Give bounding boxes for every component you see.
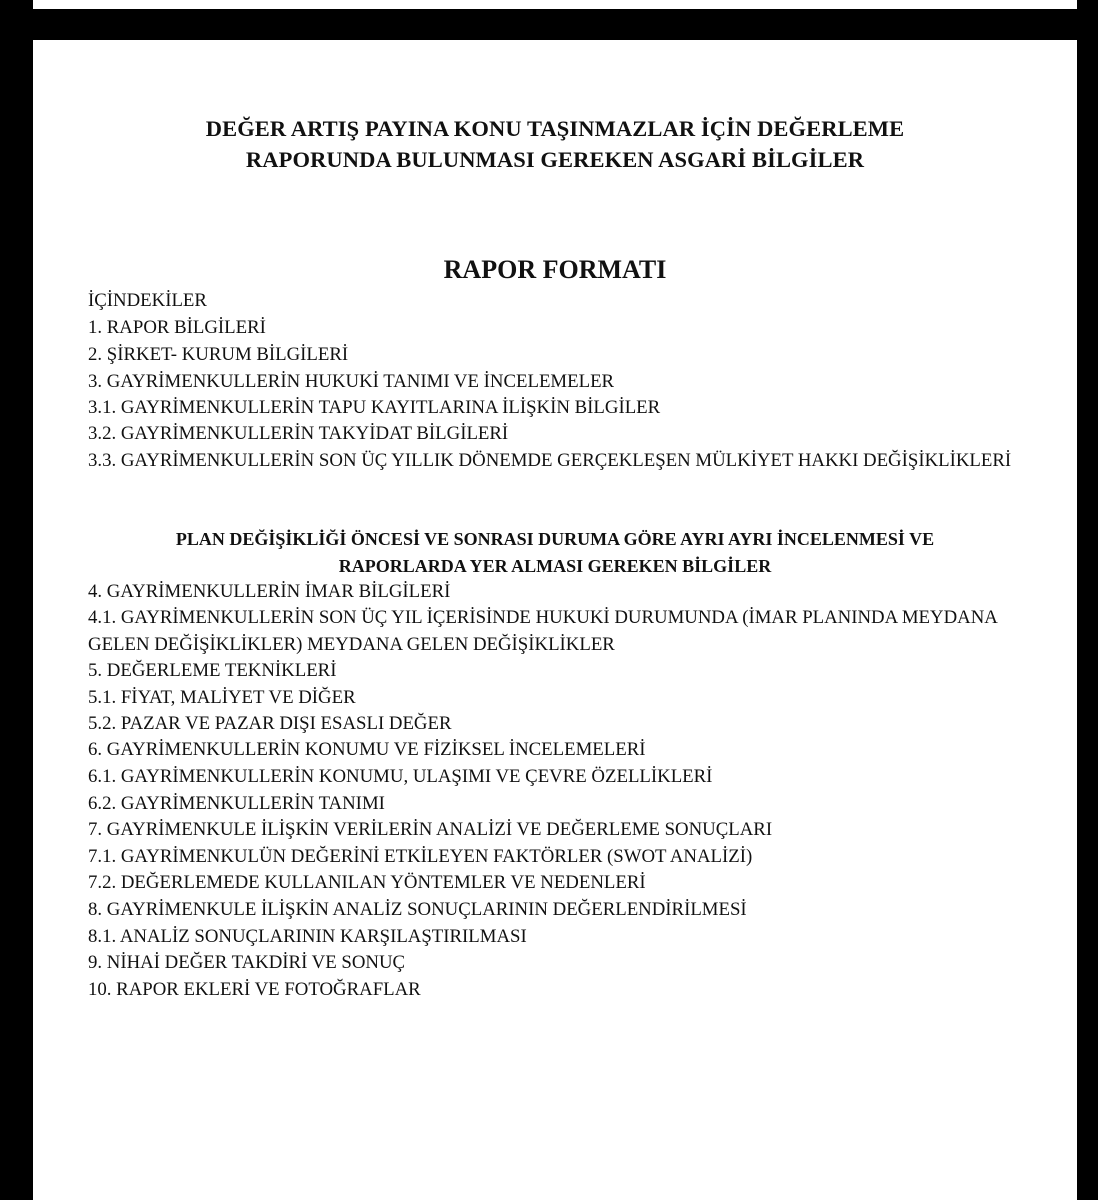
toc-item: 3. GAYRİMENKULLERİN HUKUKİ TANIMI VE İNCELEMELER (88, 371, 615, 392)
toc-item: 5. DEĞERLEME TEKNİKLERİ (88, 660, 337, 681)
toc-item: 3.1. GAYRİMENKULLERİN TAPU KAYITLARINA İLİŞKİN BİLGİLER (88, 397, 661, 418)
document-page (33, 40, 1077, 1200)
section-note (33, 526, 1077, 579)
toc-item: 5.2. PAZAR VE PAZAR DIŞI ESASLI DEĞER (88, 713, 452, 734)
toc-item: 4. GAYRİMENKULLERİN İMAR BİLGİLERİ (88, 581, 451, 602)
toc-item: 6.1. GAYRİMENKULLERİN KONUMU, ULAŞIMI VE ÇEVRE ÖZELLİKLERİ (88, 766, 713, 787)
toc-item: 3.2. GAYRİMENKULLERİN TAKYİDAT BİLGİLERİ (88, 423, 509, 444)
toc-item: 5.1. FİYAT, MALİYET VE DİĞER (88, 687, 356, 708)
toc-item: 6. GAYRİMENKULLERİN KONUMU VE FİZİKSEL İNCELEMELERİ (88, 739, 646, 760)
toc-item: 9. NİHAİ DEĞER TAKDİRİ VE SONUÇ (88, 952, 406, 973)
previous-page-edge (33, 0, 1077, 9)
document-title-line-2: RAPORUNDA BULUNMASI GEREKEN ASGARİ BİLGİLER (245, 147, 865, 172)
toc-item: 3.3. GAYRİMENKULLERİN SON ÜÇ YILLIK DÖNEMDE GERÇEKLEŞEN MÜLKİYET HAKKI DEĞİŞİKLİKLERİ (88, 450, 1012, 471)
document-title-line-1: DEĞER ARTIŞ PAYINA KONU TAŞINMAZLAR İÇİN DEĞERLEME (205, 116, 905, 141)
toc-item: 10. RAPOR EKLERİ VE FOTOĞRAFLAR (88, 979, 421, 1000)
toc-item: 4.1. GAYRİMENKULLERİN SON ÜÇ YIL İÇERİSİNDE HUKUKİ DURUMUNDA (İMAR PLANINDA MEYDANA GELEN DEĞİŞİKLİKLER) MEYDANA GELEN DEĞİŞİKLİKLER (88, 607, 997, 655)
toc-item: 8.1. ANALİZ SONUÇLARININ KARŞILAŞTIRILMASI (88, 926, 527, 947)
toc-item: 8. GAYRİMENKULE İLİŞKİN ANALİZ SONUÇLARININ DEĞERLENDİRİLMESİ (88, 899, 747, 920)
toc-item: 7. GAYRİMENKULE İLİŞKİN VERİLERİN ANALİZİ VE DEĞERLEME SONUÇLARI (88, 819, 773, 840)
toc-item: 7.2. DEĞERLEMEDE KULLANILAN YÖNTEMLER VE NEDENLERİ (88, 872, 646, 893)
document-title (33, 113, 1077, 175)
toc-item: 1. RAPOR BİLGİLERİ (88, 317, 266, 338)
toc-item: 2. ŞİRKET- KURUM BİLGİLERİ (88, 344, 349, 365)
section-note-line-2: RAPORLARDA YER ALMASI GEREKEN BİLGİLER (338, 555, 772, 576)
toc-item: 6.2. GAYRİMENKULLERİN TANIMI (88, 793, 385, 814)
toc-label: İÇİNDEKİLER (88, 290, 207, 311)
section-note-line-1: PLAN DEĞİŞİKLİĞİ ÖNCESİ VE SONRASI DURUMA GÖRE AYRI AYRI İNCELENMESİ VE (175, 529, 935, 549)
format-heading: RAPOR FORMATI (443, 255, 667, 284)
toc-item: 7.1. GAYRİMENKULÜN DEĞERİNİ ETKİLEYEN FAKTÖRLER (SWOT ANALİZİ) (88, 846, 753, 867)
